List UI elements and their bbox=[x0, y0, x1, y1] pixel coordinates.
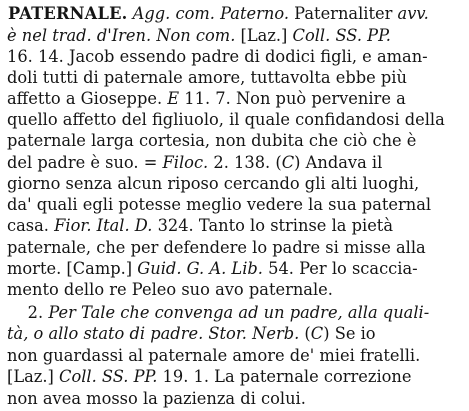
text-segment: del padre è suo. = bbox=[7, 153, 163, 173]
entry-line bbox=[7, 365, 455, 389]
italic-segment: Per Tale che convenga ad un padre, alla quali- bbox=[48, 303, 430, 323]
italic-segment: Filoc. bbox=[162, 153, 209, 173]
text-segment: da' quali egli potesse meglio vedere la sua paternal bbox=[7, 195, 432, 215]
text-segment: ) Se io bbox=[323, 324, 376, 344]
italic-segment: avv. bbox=[397, 4, 429, 24]
text-segment: 324. Tanto lo strinse la pietà bbox=[152, 216, 394, 236]
text-segment: casa. bbox=[7, 216, 55, 236]
text-segment: affetto a Gioseppe. bbox=[7, 89, 168, 109]
text-segment: paternale larga cortesia, non dubita che ciò che è bbox=[7, 131, 417, 151]
text-segment: paternale, che per defendere lo padre si misse alla bbox=[7, 238, 426, 258]
text-segment: ( bbox=[299, 324, 311, 344]
text-segment: mento dello re Peleo suo avo paternale. bbox=[7, 280, 333, 300]
entry-line bbox=[7, 129, 455, 153]
italic-segment: Agg. com. Paterno. bbox=[127, 4, 289, 24]
text-segment: Paternaliter bbox=[289, 4, 398, 24]
entry-line bbox=[8, 2, 456, 26]
entry-line bbox=[7, 322, 455, 346]
italic-segment: C bbox=[281, 153, 295, 173]
italic-segment: è nel trad. d'Iren. Non com. bbox=[7, 26, 236, 46]
text-segment: doli tutti di paternale amore, tuttavolta ebbe più bbox=[7, 68, 407, 88]
italic-segment: tà, o allo stato di padre. Stor. Nerb. bbox=[7, 324, 300, 344]
text-segment: giorno senza alcun riposo cercando gli alti luoghi, bbox=[7, 174, 420, 194]
text-segment: [Laz.] bbox=[235, 26, 293, 46]
italic-segment: Guid. G. A. Lib. bbox=[137, 259, 263, 279]
italic-segment: C bbox=[310, 324, 324, 344]
text-segment: 11. 7. Non può pervenire a bbox=[179, 89, 406, 109]
headword: PATERNALE. bbox=[8, 4, 128, 24]
italic-segment: Coll. SS. PP. bbox=[59, 367, 158, 387]
text-segment: non guardassi al paternale amore de' miei fratelli. bbox=[7, 346, 421, 366]
entry-line bbox=[7, 387, 455, 411]
entry-line bbox=[7, 278, 455, 302]
entry-line bbox=[7, 214, 455, 238]
text-segment: 2. 138. ( bbox=[208, 153, 282, 173]
text-segment: ) Andava il bbox=[294, 153, 383, 173]
text-segment: 16. 14. Jacob essendo padre di dodici figli, e aman- bbox=[7, 47, 428, 67]
text-segment: morte. [Camp.] bbox=[7, 259, 138, 279]
text-segment: 19. 1. La paternale correzione bbox=[157, 367, 412, 387]
text-segment: non avea mosso la pazienza di colui. bbox=[7, 389, 306, 409]
italic-segment: Fior. Ital. D. bbox=[54, 216, 153, 236]
text-segment: 54. Per lo scaccia- bbox=[262, 259, 418, 279]
italic-segment: Coll. SS. PP. bbox=[292, 26, 391, 46]
text-segment: quello affetto del figliuolo, il quale confidandosi della bbox=[7, 110, 445, 130]
italic-segment: E bbox=[167, 89, 180, 109]
text-segment: [Laz.] bbox=[7, 367, 60, 387]
text-segment: 2. bbox=[7, 303, 49, 323]
